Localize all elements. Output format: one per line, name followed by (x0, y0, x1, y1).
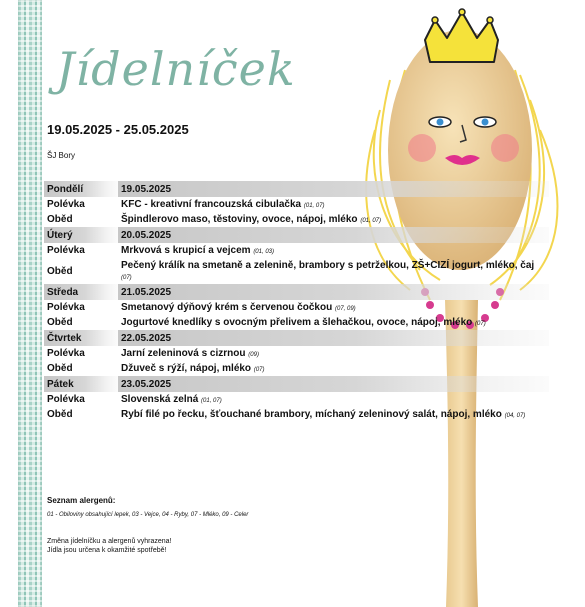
day-name: Čtvrtek (44, 330, 118, 346)
meal-allergens: (01, 07) (360, 218, 382, 224)
meal-name: Pečený králík na smetaně a zelenině, brambory s petrželkou, ZŠ+CIZÍ jogurt, mléko, čaj (121, 260, 535, 271)
meal-type: Polévka (47, 302, 85, 313)
day-date: 19.05.2025 (118, 181, 549, 197)
meal-allergens: (07) (253, 367, 265, 373)
meal-row (44, 361, 549, 376)
canteen-name: ŠJ Bory (47, 151, 76, 160)
meal-type: Oběd (47, 409, 73, 420)
note-change-reserved: Změna jídelníčku a alergenů vyhrazena! (47, 538, 172, 545)
day-header-row (44, 284, 549, 300)
date-range: 19.05.2025 - 25.05.2025 (47, 122, 189, 137)
meal-type: Oběd (47, 214, 73, 225)
day-header-row (44, 330, 549, 346)
meal-row (44, 407, 549, 422)
menu-table (44, 181, 549, 422)
day-name: Pondělí (44, 181, 118, 197)
meal-cell (118, 197, 549, 212)
meal-allergens: (01, 07) (303, 203, 325, 209)
meal-name: Jarní zeleninová s cizrnou (121, 348, 246, 359)
meal-name: Slovenská zelná (121, 394, 199, 405)
decorative-ribbon (18, 0, 42, 607)
meal-allergens: (04, 07) (504, 413, 526, 419)
meal-allergens: (07, 09) (334, 306, 356, 312)
meal-row (44, 346, 549, 361)
meal-type: Polévka (47, 348, 85, 359)
meal-cell (118, 258, 549, 284)
day-name: Středa (44, 284, 118, 300)
meal-cell (118, 346, 549, 361)
day-header-row (44, 376, 549, 392)
meal-name: Smetanový dýňový krém s červenou čočkou (121, 302, 333, 313)
meal-name: Rybí filé po řecku, šťouchané brambory, míchaný zeleninový salát, nápoj, mléko (121, 409, 502, 420)
meal-allergens: (01, 03) (253, 249, 274, 255)
meal-name: Špindlerovo maso, těstoviny, ovoce, nápoj, mléko (121, 214, 358, 225)
meal-cell (118, 315, 549, 330)
meal-type: Oběd (47, 363, 73, 374)
meal-name: Jogurtové knedlíky s ovocným přelivem a šlehačkou, ovoce, nápoj, mléko (121, 317, 473, 328)
meal-cell (118, 407, 549, 422)
day-name: Pátek (44, 376, 118, 392)
meal-row (44, 315, 549, 330)
note-immediate-consumption: Jídla jsou určena k okamžité spotřebě! (47, 547, 167, 554)
day-header-row (44, 181, 549, 197)
day-date: 22.05.2025 (118, 330, 549, 346)
meal-row (44, 212, 549, 227)
meal-type: Polévka (47, 245, 85, 256)
meal-name: Džuveč s rýží, nápoj, mléko (121, 363, 252, 374)
meal-cell (118, 361, 549, 376)
meal-allergens: (07) (475, 321, 486, 327)
day-date: 20.05.2025 (118, 227, 549, 243)
meal-row (44, 243, 549, 258)
meal-allergens: (09) (248, 352, 259, 358)
day-date: 23.05.2025 (118, 376, 549, 392)
allergen-title: Seznam alergenů: (47, 496, 116, 505)
meal-type: Polévka (47, 199, 85, 210)
meal-cell (118, 392, 549, 407)
day-date: 21.05.2025 (118, 284, 549, 300)
meal-type: Oběd (47, 265, 73, 277)
meal-name: KFC - kreativní francouzská cibulačka (121, 199, 302, 210)
meal-type: Polévka (47, 394, 85, 405)
day-name: Úterý (44, 227, 118, 243)
meal-cell (118, 300, 549, 315)
meal-row (44, 258, 549, 284)
allergen-list: 01 - Obiloviny obsahující lepek, 03 - Vejce, 04 - Ryby, 07 - Mléko, 09 - Celer (47, 512, 249, 518)
meal-row (44, 300, 549, 315)
meal-cell (118, 243, 549, 258)
meal-name: Mrkvová s krupicí a vejcem (121, 245, 251, 256)
meal-cell (118, 212, 549, 227)
meal-row (44, 197, 549, 212)
day-header-row (44, 227, 549, 243)
meal-allergens: (01, 07) (201, 398, 222, 404)
page-title: Jídelníček (56, 42, 296, 96)
meal-type: Oběd (47, 317, 73, 328)
meal-allergens: (07) (121, 275, 132, 281)
meal-row (44, 392, 549, 407)
